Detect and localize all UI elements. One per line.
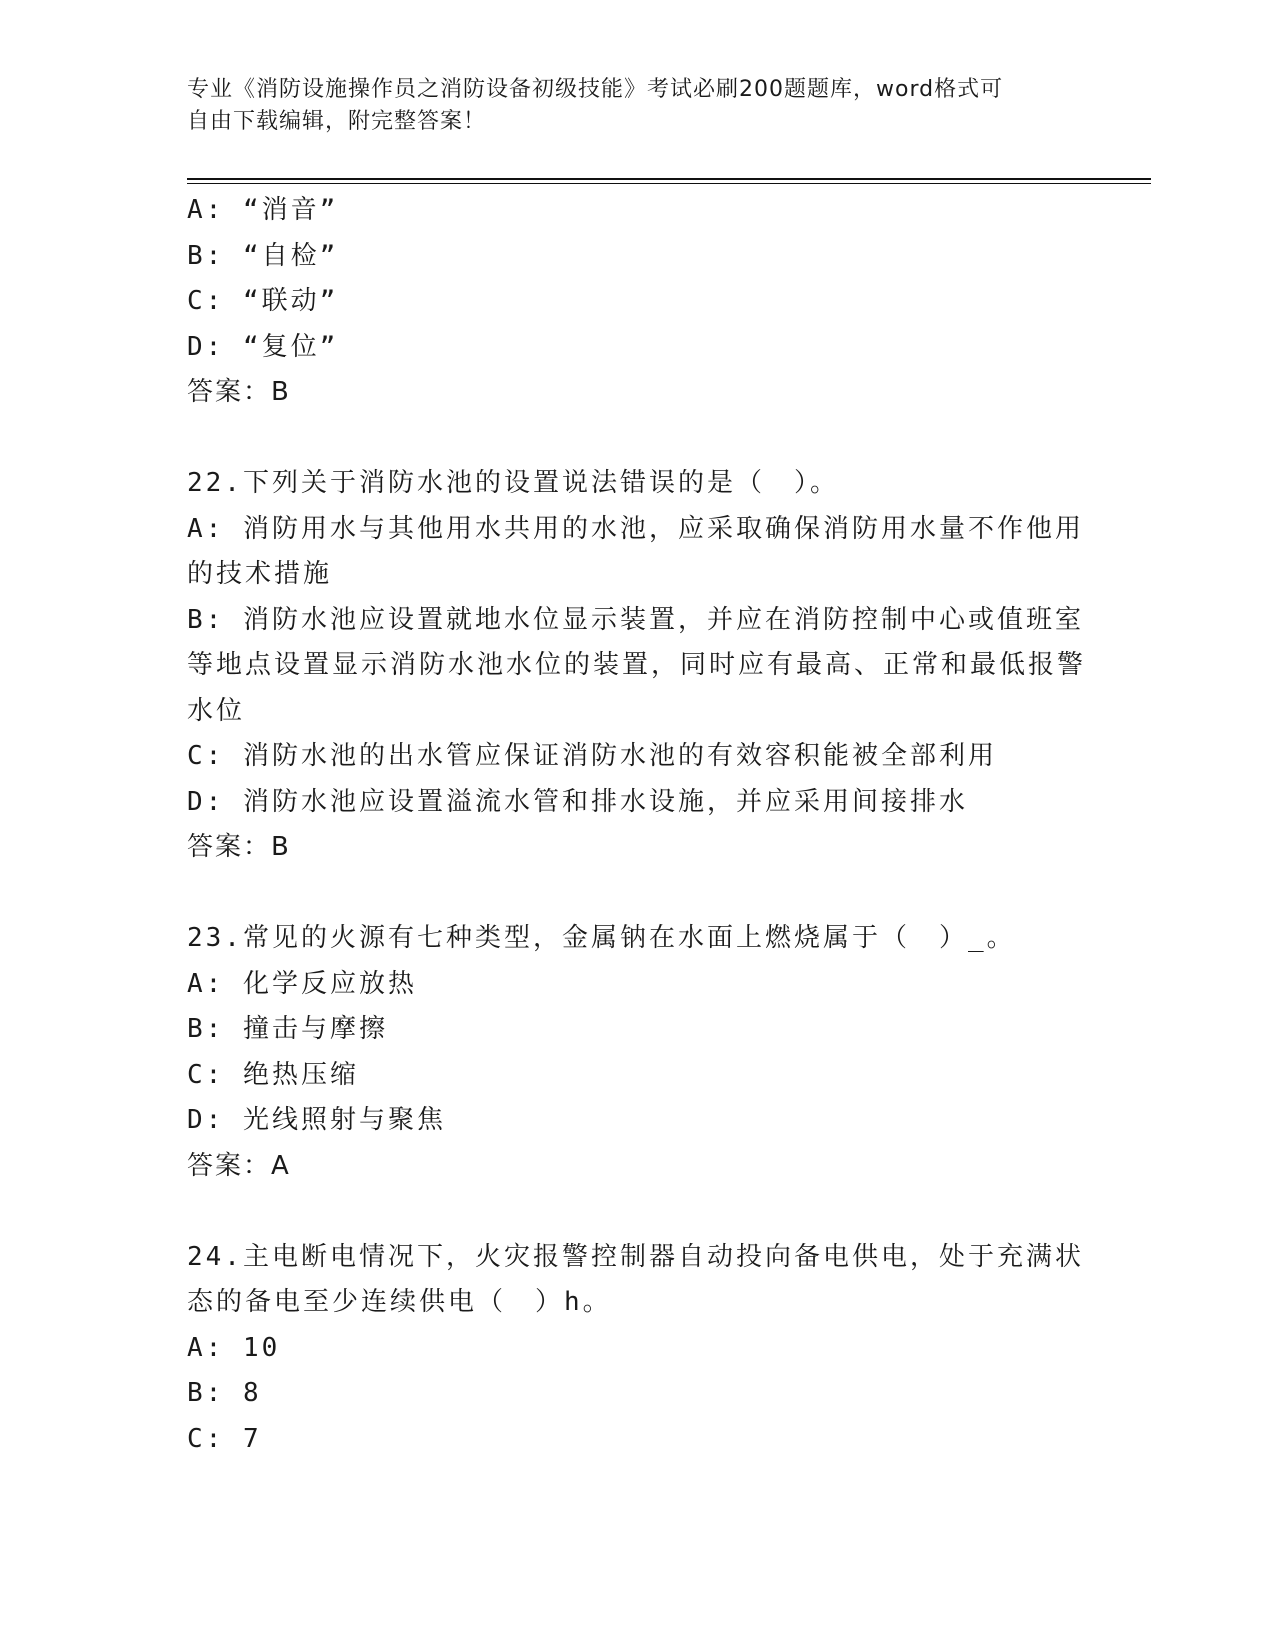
question-21-continued (187, 188, 1087, 416)
spacer (187, 1189, 1087, 1235)
header-title-line-1: 专业《消防设施操作员之消防设备初级技能》考试必刷200题题库，word格式可 (187, 77, 1004, 102)
answer: 答案：B (187, 377, 291, 407)
option-a: A: 消防用水与其他用水共用的水池，应采取确保消防用水量不作他用的技术措施 (187, 513, 1084, 589)
answer: 答案：A (187, 1150, 291, 1181)
option-b: B: 8 (187, 1378, 262, 1408)
page-header (187, 74, 1087, 138)
answer: 答案：B (187, 832, 291, 862)
option-c: C: 绝热压缩 (187, 1059, 359, 1090)
question-stem: 22.下列关于消防水池的设置说法错误的是（ ）。 (187, 468, 839, 498)
option-b: B: “自检” (187, 240, 339, 271)
question-list (187, 188, 1087, 1462)
option-a: A: 10 (187, 1332, 281, 1363)
header-title-line-2: 自由下载编辑，附完整答案！ (187, 109, 487, 134)
option-b: B: 消防水池应设置就地水位显示装置，并应在消防控制中心或值班室等地点设置显示消防水池水位的装置，同时应有最高、正常和最低报警水位 (187, 604, 1087, 726)
option-d: D: “复位” (187, 331, 339, 362)
question-22 (187, 461, 1087, 871)
spacer (187, 871, 1087, 917)
question-24 (187, 1235, 1087, 1463)
question-23 (187, 916, 1087, 1189)
spacer (187, 416, 1087, 462)
option-d: D: 光线照射与聚焦 (187, 1105, 446, 1135)
option-a: A: 化学反应放热 (187, 968, 417, 999)
header-divider-thin (187, 183, 1151, 184)
question-stem: 23.常见的火源有七种类型，金属钠在水面上燃烧属于（ ）_。 (187, 923, 1016, 953)
option-b: B: 撞击与摩擦 (187, 1014, 388, 1044)
header-divider-thick (187, 178, 1151, 180)
option-a: A: “消音” (187, 195, 339, 225)
question-stem: 24.主电断电情况下，火灾报警控制器自动投向备电供电，处于充满状态的备电至少连续供电（ ）h。 (187, 1241, 1084, 1317)
option-c: C: 7 (187, 1423, 262, 1454)
option-c: C: “联动” (187, 286, 339, 316)
option-c: C: 消防水池的出水管应保证消防水池的有效容积能被全部利用 (187, 741, 997, 771)
option-d: D: 消防水池应设置溢流水管和排水设施，并应采用间接排水 (187, 786, 968, 817)
